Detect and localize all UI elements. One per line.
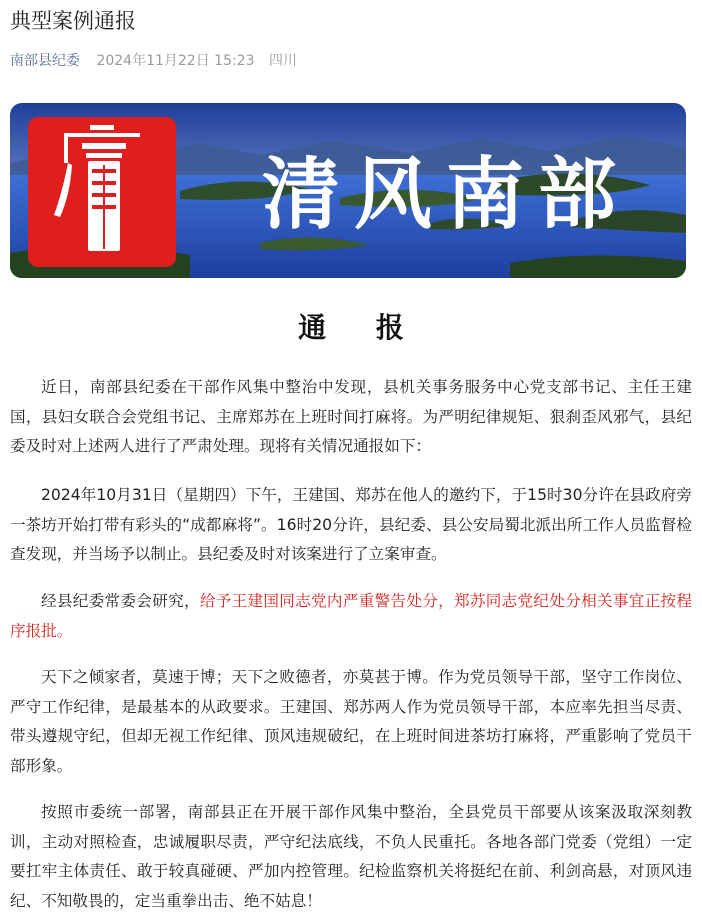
paragraph-decision xyxy=(10,587,692,646)
decision-lead: 经县纪委常委会研究， xyxy=(41,592,200,610)
paragraph-requirements: 按照市委统一部署，南部县正在开展干部作风集中整治，全县党员干部要从该案汲取深刻教训，主动对照检查，忠诚履职尽责，严守纪法底线，不负人民重托。各地各部门党委（党组）一定要扛牢主体责任、敢于较真碰硬、严加内控管理。纪检监察机关将挺纪在前、利剑高悬，对顶风违纪、不知敬畏的，定当重拳出击、绝不姑息！ xyxy=(10,803,692,910)
region-label: 四川 xyxy=(268,53,297,69)
doc-heading: 通 报 xyxy=(298,311,424,344)
banner-illustration xyxy=(10,103,686,278)
banner-image xyxy=(10,103,686,278)
banner-slogan: 清风南部 xyxy=(262,149,631,240)
decision-highlight: 给予王建国同志党内严重警告处分，郑苏同志党纪处分相关事宜正按程序报批。 xyxy=(10,592,692,640)
article-title: 典型案例通报 xyxy=(10,9,136,33)
publish-time: 2024年11月22日 15:23 xyxy=(96,53,255,69)
paragraph-intro: 近日，南部县纪委在干部作风集中整治中发现，县机关事务服务中心党支部书记、主任王建国，县妇女联合会党组书记、主席郑苏在上班时间打麻将。为严明纪律规矩、狠刹歪风邪气，县纪委及时对上述两人进行了严肃处理。现将有关情况通报如下： xyxy=(10,378,692,455)
paragraph-commentary: 天下之倾家者，莫速于博；天下之败德者，亦莫甚于博。作为党员领导干部，坚守工作岗位、严守工作纪律，是最基本的从政要求。王建国、郑苏两人作为党员领导干部，本应率先担当尽责、带头遵规守纪，但却无视工作纪律、顶风违规破纪，在上班时间进茶坊打麻将，严重影响了党员干部形象。 xyxy=(10,668,692,775)
paragraph-facts: 2024年10月31日（星期四）下午，王建国、郑苏在他人的邀约下，于15时30分许在县政府旁一茶坊开始打带有彩头的“成都麻将”。16时20分许，县纪委、县公安局蜀北派出所工作人员监督检查发现，并当场予以制止。县纪委及时对该案进行了立案审查。 xyxy=(10,486,692,563)
source-link[interactable]: 南部县纪委 xyxy=(10,53,80,69)
article-meta xyxy=(10,51,297,71)
